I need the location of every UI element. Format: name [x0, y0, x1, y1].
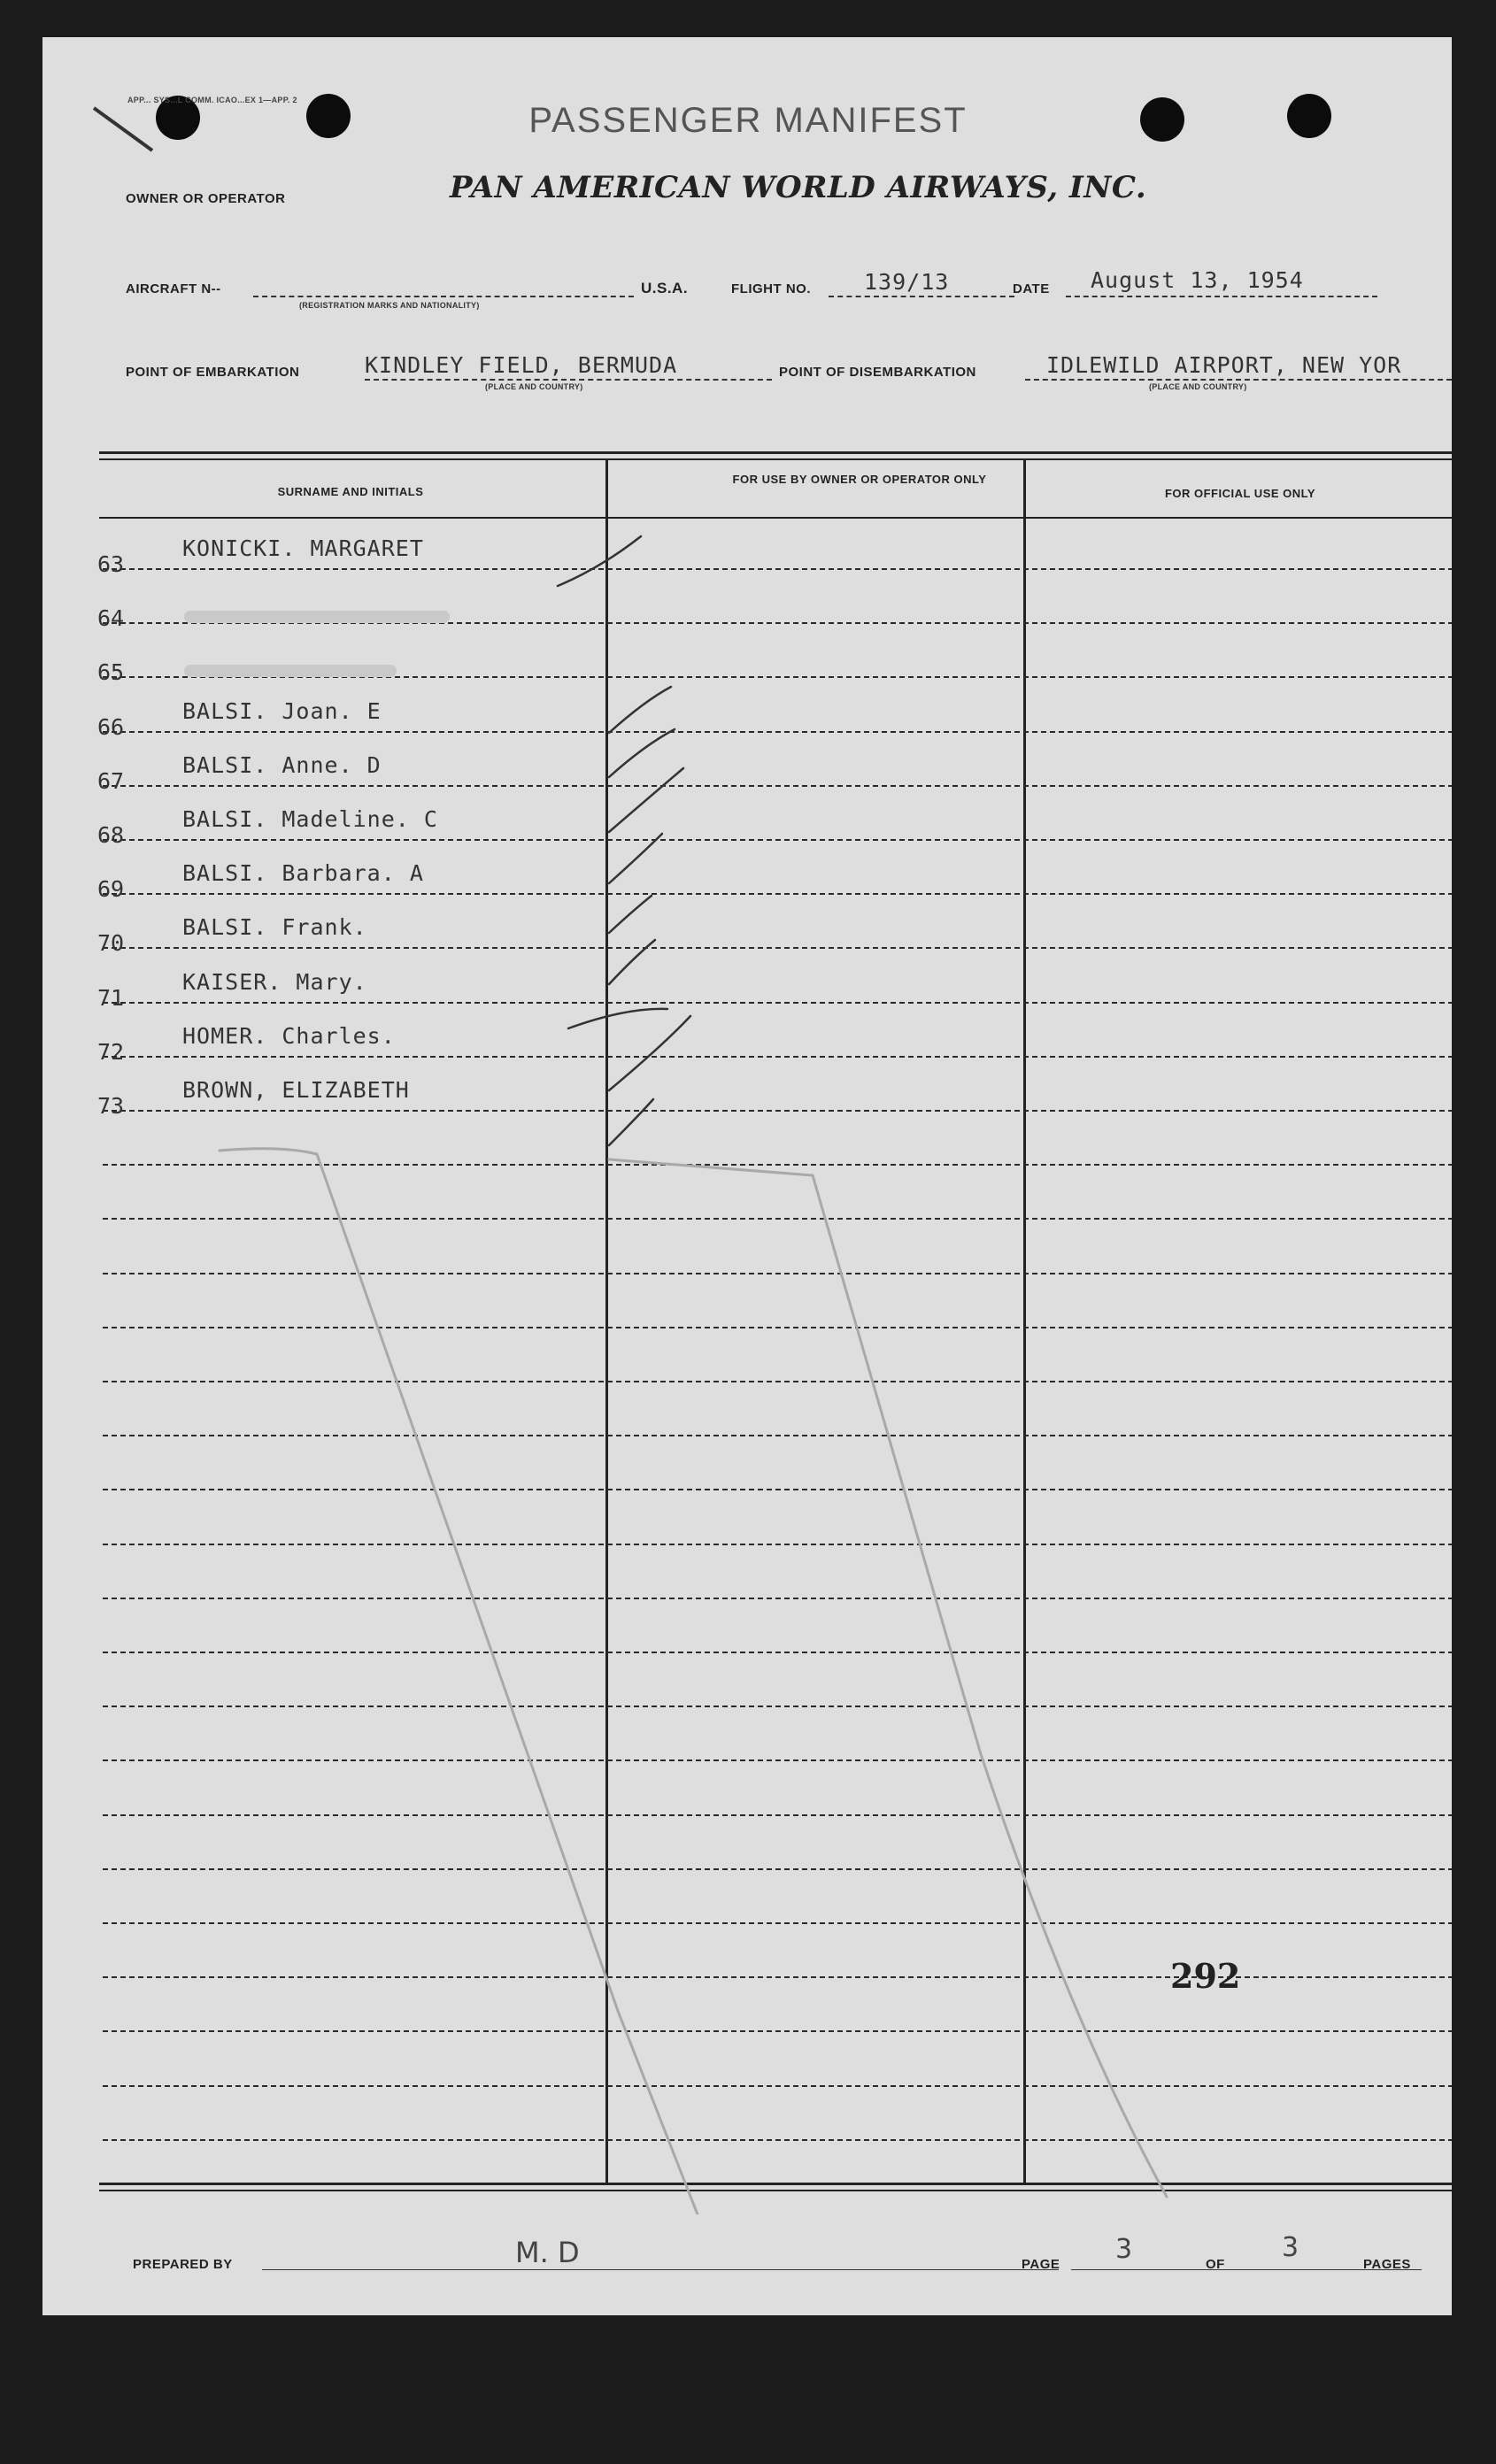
passenger-name: BALSI. Anne. D — [182, 751, 382, 778]
of-label: OF — [1206, 2257, 1225, 2272]
aircraft-underline — [253, 296, 634, 297]
approval-note: APP... SYS...L COMM. ICAO...EX 1—APP. 2 — [127, 96, 297, 104]
table-top-border-2 — [99, 458, 1452, 460]
table-top-border — [99, 451, 1452, 454]
row-number: 64 — [97, 605, 125, 632]
owner-value: PAN AMERICAN WORLD AIRWAYS, INC. — [450, 170, 1147, 205]
page-value: 3 — [1115, 2234, 1133, 2265]
date-label: DATE — [1013, 281, 1050, 296]
redacted-name — [184, 665, 397, 677]
header-surname: SURNAME AND INITIALS — [277, 485, 424, 498]
owner-label: OWNER OR OPERATOR — [126, 191, 286, 206]
date-value: August 13, 1954 — [1091, 267, 1304, 293]
stamp-number: 292 — [1170, 1956, 1241, 1996]
form-title: PASSENGER MANIFEST — [528, 101, 968, 140]
passenger-name: HOMER. Charles. — [182, 1022, 396, 1049]
row-number: 65 — [97, 659, 125, 686]
row-number: 68 — [97, 822, 125, 848]
of-value: 3 — [1282, 2232, 1299, 2263]
pages-label: PAGES — [1363, 2257, 1411, 2272]
row-number: 72 — [97, 1038, 125, 1065]
row-number: 70 — [97, 930, 125, 957]
redacted-name — [184, 611, 450, 623]
row-number: 73 — [97, 1093, 125, 1119]
page-label: PAGE — [1022, 2257, 1060, 2272]
header-official-use: FOR OFFICIAL USE ONLY — [1164, 487, 1316, 500]
place-note-2: (PLACE AND COUNTRY) — [1149, 382, 1247, 391]
flight-value: 139/13 — [864, 269, 950, 295]
flight-underline — [829, 296, 1014, 297]
manifest-sheet — [42, 37, 1452, 2315]
disembark-value: IDLEWILD AIRPORT, NEW YOR — [1046, 352, 1402, 378]
date-underline — [1066, 296, 1377, 297]
passenger-name: BALSI. Madeline. C — [182, 806, 438, 832]
disembark-label: POINT OF DISEMBARKATION — [779, 365, 976, 380]
aircraft-label: AIRCRAFT N-- — [126, 281, 221, 296]
passenger-name: BALSI. Barbara. A — [182, 860, 424, 887]
nationality: U.S.A. — [641, 280, 689, 296]
passenger-name: BALSI. Joan. E — [182, 697, 382, 724]
flight-label: FLIGHT NO. — [731, 281, 811, 296]
check-marks — [538, 480, 804, 1170]
row-number: 63 — [97, 551, 125, 577]
pencil-strokes — [122, 1135, 1361, 2214]
registration-note: (REGISTRATION MARKS AND NATIONALITY) — [299, 301, 480, 310]
disembark-underline — [1025, 379, 1452, 381]
row-number: 66 — [97, 713, 125, 740]
row-number: 71 — [97, 984, 125, 1011]
row-number: 67 — [97, 767, 125, 794]
passenger-name: BALSI. Frank. — [182, 914, 367, 941]
header-owner-use: FOR USE BY OWNER OR OPERATOR ONLY — [732, 473, 987, 486]
prepared-underline — [262, 2269, 1059, 2270]
embark-label: POINT OF EMBARKATION — [126, 365, 300, 380]
prepared-value: M. D — [515, 2236, 580, 2269]
passenger-name: KONICKI. MARGARET — [182, 535, 424, 561]
prepared-label: PREPARED BY — [133, 2257, 233, 2272]
embark-value: KINDLEY FIELD, BERMUDA — [365, 352, 678, 378]
row-number: 69 — [97, 876, 125, 903]
passenger-name: BROWN, ELIZABETH — [182, 1077, 410, 1103]
embark-underline — [365, 379, 772, 381]
passenger-name: KAISER. Mary. — [182, 968, 367, 995]
place-note-1: (PLACE AND COUNTRY) — [485, 382, 583, 391]
